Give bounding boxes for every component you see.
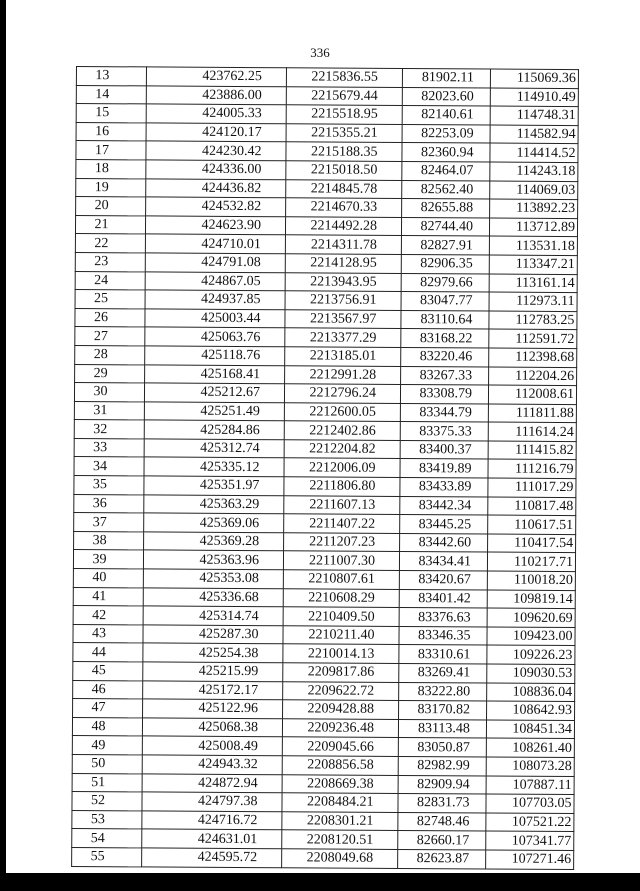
value-cell-1: 424631.01 bbox=[142, 829, 282, 848]
value-cell-1: 424716.72 bbox=[142, 811, 282, 830]
value-cell-3: 82906.35 bbox=[401, 254, 489, 273]
value-cell-4: 110617.51 bbox=[488, 515, 576, 534]
value-cell-1: 425251.49 bbox=[144, 402, 284, 421]
value-cell-3: 83445.25 bbox=[400, 515, 488, 534]
value-cell-2: 2213756.91 bbox=[285, 291, 401, 310]
value-cell-2: 2213377.29 bbox=[285, 328, 401, 347]
scan-bottom-border bbox=[0, 873, 640, 891]
value-cell-1: 425008.49 bbox=[142, 736, 282, 755]
value-cell-4: 112973.11 bbox=[489, 292, 577, 311]
value-cell-3: 82909.94 bbox=[398, 775, 486, 794]
value-cell-2: 2208049.68 bbox=[282, 849, 398, 868]
value-cell-3: 83110.64 bbox=[401, 310, 489, 329]
value-cell-1: 425122.96 bbox=[143, 699, 283, 718]
value-cell-3: 82827.91 bbox=[401, 236, 489, 255]
value-cell-4: 107887.11 bbox=[486, 776, 574, 795]
value-cell-4: 108836.04 bbox=[487, 683, 575, 702]
row-number-cell: 30 bbox=[74, 383, 144, 402]
value-cell-1: 424532.82 bbox=[146, 197, 286, 216]
value-cell-3: 83346.35 bbox=[399, 626, 487, 645]
value-cell-3: 82982.99 bbox=[398, 756, 486, 775]
value-cell-3: 83442.34 bbox=[400, 496, 488, 515]
value-cell-1: 423762.25 bbox=[146, 67, 286, 86]
row-number-cell: 34 bbox=[74, 457, 144, 476]
row-number-cell: 25 bbox=[75, 290, 145, 309]
row-number-cell: 53 bbox=[72, 810, 142, 829]
value-cell-2: 2210608.29 bbox=[283, 588, 399, 607]
value-cell-3: 83220.46 bbox=[401, 347, 489, 366]
value-cell-4: 114582.94 bbox=[490, 125, 578, 144]
value-cell-4: 112204.26 bbox=[489, 367, 577, 386]
value-cell-2: 2215679.44 bbox=[286, 86, 402, 105]
value-cell-3: 83376.63 bbox=[399, 608, 487, 627]
value-cell-3: 82023.60 bbox=[402, 87, 490, 106]
value-cell-4: 114910.49 bbox=[490, 88, 578, 107]
value-cell-4: 109423.00 bbox=[487, 627, 575, 646]
row-number-cell: 33 bbox=[74, 438, 144, 457]
value-cell-4: 111614.24 bbox=[488, 422, 576, 441]
value-cell-4: 109226.23 bbox=[487, 645, 575, 664]
row-number-cell: 21 bbox=[75, 215, 145, 234]
row-number-cell: 55 bbox=[72, 847, 142, 866]
page-number: 336 bbox=[310, 45, 330, 60]
value-cell-3: 82979.66 bbox=[401, 273, 489, 292]
row-number-cell: 40 bbox=[73, 569, 143, 588]
value-cell-3: 83222.80 bbox=[399, 682, 487, 701]
row-number-cell: 54 bbox=[72, 829, 142, 848]
value-cell-3: 83267.33 bbox=[401, 366, 489, 385]
value-cell-1: 425335.12 bbox=[144, 457, 284, 476]
row-number-cell: 47 bbox=[73, 699, 143, 718]
row-number-cell: 32 bbox=[74, 420, 144, 439]
value-cell-2: 2209817.86 bbox=[283, 663, 399, 682]
value-cell-1: 424872.94 bbox=[142, 773, 282, 792]
value-cell-1: 425063.76 bbox=[145, 327, 285, 346]
value-cell-1: 424867.05 bbox=[145, 271, 285, 290]
row-number-cell: 13 bbox=[76, 67, 146, 86]
value-cell-4: 115069.36 bbox=[490, 69, 578, 88]
value-cell-1: 424943.32 bbox=[142, 755, 282, 774]
row-number-cell: 50 bbox=[72, 754, 142, 773]
row-number-cell: 35 bbox=[74, 476, 144, 495]
value-cell-2: 2208669.38 bbox=[282, 774, 398, 793]
value-cell-2: 2209045.66 bbox=[282, 737, 398, 756]
value-cell-1: 425068.38 bbox=[142, 718, 282, 737]
value-cell-3: 83168.22 bbox=[401, 329, 489, 348]
value-cell-4: 111415.82 bbox=[488, 441, 576, 460]
value-cell-3: 83308.79 bbox=[400, 385, 488, 404]
value-cell-3: 83442.60 bbox=[400, 533, 488, 552]
value-cell-3: 82831.73 bbox=[398, 794, 486, 813]
value-cell-4: 108261.40 bbox=[486, 738, 574, 757]
value-cell-1: 425168.41 bbox=[145, 364, 285, 383]
row-number-cell: 14 bbox=[76, 85, 146, 104]
value-cell-1: 424336.00 bbox=[146, 160, 286, 179]
value-cell-2: 2208120.51 bbox=[282, 830, 398, 849]
value-cell-2: 2210807.61 bbox=[283, 570, 399, 589]
value-cell-1: 423886.00 bbox=[146, 86, 286, 105]
value-cell-1: 425172.17 bbox=[143, 681, 283, 700]
value-cell-4: 112398.68 bbox=[489, 348, 577, 367]
value-cell-4: 108451.34 bbox=[486, 720, 574, 739]
value-cell-1: 424595.72 bbox=[142, 848, 282, 867]
value-cell-3: 82748.46 bbox=[398, 812, 486, 831]
value-cell-4: 110018.20 bbox=[487, 571, 575, 590]
value-cell-4: 114069.03 bbox=[490, 181, 578, 200]
value-cell-3: 83375.33 bbox=[400, 422, 488, 441]
value-cell-3: 83419.89 bbox=[400, 459, 488, 478]
value-cell-4: 108073.28 bbox=[486, 757, 574, 776]
scan-left-border bbox=[0, 0, 6, 891]
value-cell-1: 425369.28 bbox=[144, 532, 284, 551]
value-cell-1: 425284.86 bbox=[144, 420, 284, 439]
value-cell-3: 82464.07 bbox=[402, 161, 490, 180]
value-cell-2: 2212204.82 bbox=[284, 440, 400, 459]
value-cell-2: 2215355.21 bbox=[286, 124, 402, 143]
row-number-cell: 22 bbox=[75, 234, 145, 253]
coordinates-table bbox=[71, 66, 579, 870]
value-cell-3: 82660.17 bbox=[398, 831, 486, 850]
value-cell-2: 2210409.50 bbox=[283, 607, 399, 626]
value-cell-4: 109620.69 bbox=[487, 608, 575, 627]
value-cell-2: 2211407.22 bbox=[284, 514, 400, 533]
value-cell-4: 114243.18 bbox=[490, 162, 578, 181]
value-cell-4: 112591.72 bbox=[489, 329, 577, 348]
value-cell-2: 2210014.13 bbox=[283, 644, 399, 663]
row-number-cell: 46 bbox=[73, 680, 143, 699]
value-cell-4: 110217.71 bbox=[487, 552, 575, 571]
value-cell-2: 2211007.30 bbox=[283, 551, 399, 570]
value-cell-4: 113712.89 bbox=[489, 218, 577, 237]
row-number-cell: 42 bbox=[73, 606, 143, 625]
value-cell-2: 2214311.78 bbox=[285, 235, 401, 254]
row-number-cell: 44 bbox=[73, 643, 143, 662]
value-cell-3: 83434.41 bbox=[399, 552, 487, 571]
row-number-cell: 41 bbox=[73, 587, 143, 606]
value-cell-4: 111017.29 bbox=[488, 478, 576, 497]
table-row bbox=[72, 847, 574, 869]
value-cell-1: 425351.97 bbox=[144, 476, 284, 495]
row-number-cell: 18 bbox=[76, 159, 146, 178]
row-number-cell: 37 bbox=[74, 513, 144, 532]
value-cell-2: 2212600.05 bbox=[284, 402, 400, 421]
value-cell-3: 83344.79 bbox=[400, 403, 488, 422]
value-cell-2: 2212991.28 bbox=[285, 365, 401, 384]
value-cell-2: 2211806.80 bbox=[284, 477, 400, 496]
row-number-cell: 20 bbox=[76, 197, 146, 216]
row-number-cell: 16 bbox=[76, 122, 146, 141]
value-cell-4: 107341.77 bbox=[486, 831, 574, 850]
value-cell-2: 2210211.40 bbox=[283, 626, 399, 645]
value-cell-4: 107271.46 bbox=[486, 850, 574, 869]
value-cell-3: 83401.42 bbox=[399, 589, 487, 608]
row-number-cell: 31 bbox=[74, 401, 144, 420]
value-cell-2: 2213567.97 bbox=[285, 310, 401, 329]
value-cell-3: 83420.67 bbox=[399, 571, 487, 590]
value-cell-1: 425312.74 bbox=[144, 439, 284, 458]
value-cell-3: 83113.48 bbox=[398, 719, 486, 738]
value-cell-1: 425336.68 bbox=[143, 588, 283, 607]
row-number-cell: 45 bbox=[73, 661, 143, 680]
value-cell-2: 2215188.35 bbox=[286, 142, 402, 161]
row-number-cell: 52 bbox=[72, 792, 142, 811]
value-cell-3: 83310.61 bbox=[399, 645, 487, 664]
value-cell-2: 2211207.23 bbox=[284, 533, 400, 552]
value-cell-3: 82623.87 bbox=[398, 849, 486, 868]
value-cell-4: 109030.53 bbox=[487, 664, 575, 683]
value-cell-2: 2212796.24 bbox=[284, 384, 400, 403]
value-cell-1: 425363.29 bbox=[144, 495, 284, 514]
value-cell-1: 425287.30 bbox=[143, 625, 283, 644]
value-cell-2: 2213185.01 bbox=[285, 347, 401, 366]
value-cell-1: 424710.01 bbox=[145, 234, 285, 253]
value-cell-3: 82140.61 bbox=[402, 106, 490, 125]
value-cell-2: 2214492.28 bbox=[285, 217, 401, 236]
row-number-cell: 24 bbox=[75, 271, 145, 290]
value-cell-1: 425118.76 bbox=[145, 346, 285, 365]
value-cell-3: 82744.40 bbox=[401, 217, 489, 236]
value-cell-4: 114748.31 bbox=[490, 106, 578, 125]
row-number-cell: 17 bbox=[76, 141, 146, 160]
value-cell-1: 424230.42 bbox=[146, 141, 286, 160]
value-cell-1: 425353.08 bbox=[143, 569, 283, 588]
value-cell-1: 424937.85 bbox=[145, 290, 285, 309]
value-cell-2: 2208856.58 bbox=[282, 756, 398, 775]
value-cell-4: 107703.05 bbox=[486, 794, 574, 813]
value-cell-1: 425215.99 bbox=[143, 662, 283, 681]
value-cell-4: 110417.54 bbox=[488, 534, 576, 553]
value-cell-3: 82360.94 bbox=[402, 143, 490, 162]
value-cell-2: 2208301.21 bbox=[282, 812, 398, 831]
value-cell-1: 424120.17 bbox=[146, 123, 286, 142]
value-cell-2: 2212402.86 bbox=[284, 421, 400, 440]
value-cell-4: 110817.48 bbox=[488, 497, 576, 516]
row-number-cell: 49 bbox=[72, 736, 142, 755]
value-cell-4: 112783.25 bbox=[489, 311, 577, 330]
value-cell-4: 108642.93 bbox=[487, 701, 575, 720]
value-cell-3: 81902.11 bbox=[402, 68, 490, 87]
value-cell-1: 424791.08 bbox=[145, 253, 285, 272]
value-cell-4: 111811.88 bbox=[488, 404, 576, 423]
value-cell-1: 424005.33 bbox=[146, 104, 286, 123]
row-number-cell: 19 bbox=[76, 178, 146, 197]
value-cell-1: 425254.38 bbox=[143, 643, 283, 662]
value-cell-1: 425363.96 bbox=[143, 550, 283, 569]
value-cell-2: 2213943.95 bbox=[285, 272, 401, 291]
row-number-cell: 27 bbox=[75, 327, 145, 346]
row-number-cell: 48 bbox=[72, 717, 142, 736]
value-cell-3: 82253.09 bbox=[402, 124, 490, 143]
value-cell-1: 425212.67 bbox=[144, 383, 284, 402]
value-cell-1: 425314.74 bbox=[143, 606, 283, 625]
value-cell-4: 107521.22 bbox=[486, 813, 574, 832]
value-cell-4: 113347.21 bbox=[489, 255, 577, 274]
value-cell-4: 114414.52 bbox=[490, 143, 578, 162]
row-number-cell: 28 bbox=[75, 345, 145, 364]
value-cell-3: 83170.82 bbox=[399, 701, 487, 720]
value-cell-2: 2209236.48 bbox=[282, 719, 398, 738]
row-number-cell: 23 bbox=[75, 252, 145, 271]
value-cell-4: 113531.18 bbox=[489, 236, 577, 255]
value-cell-4: 113161.14 bbox=[489, 274, 577, 293]
row-number-cell: 43 bbox=[73, 624, 143, 643]
value-cell-3: 82655.88 bbox=[402, 199, 490, 218]
value-cell-1: 424797.38 bbox=[142, 792, 282, 811]
value-cell-4: 109819.14 bbox=[487, 590, 575, 609]
value-cell-1: 425003.44 bbox=[145, 309, 285, 328]
row-number-cell: 39 bbox=[73, 550, 143, 569]
table-body bbox=[72, 67, 579, 870]
value-cell-2: 2215518.95 bbox=[286, 105, 402, 124]
value-cell-3: 83433.89 bbox=[400, 478, 488, 497]
row-number-cell: 26 bbox=[75, 308, 145, 327]
value-cell-2: 2209622.72 bbox=[283, 681, 399, 700]
value-cell-3: 83400.37 bbox=[400, 440, 488, 459]
value-cell-3: 83047.77 bbox=[401, 292, 489, 311]
value-cell-3: 83269.41 bbox=[399, 663, 487, 682]
value-cell-2: 2212006.09 bbox=[284, 458, 400, 477]
value-cell-3: 82562.40 bbox=[402, 180, 490, 199]
row-number-cell: 51 bbox=[72, 773, 142, 792]
value-cell-2: 2214128.95 bbox=[285, 254, 401, 273]
row-number-cell: 29 bbox=[75, 364, 145, 383]
value-cell-4: 112008.61 bbox=[488, 385, 576, 404]
value-cell-2: 2211607.13 bbox=[284, 495, 400, 514]
value-cell-3: 83050.87 bbox=[398, 738, 486, 757]
value-cell-2: 2215836.55 bbox=[286, 68, 402, 87]
row-number-cell: 38 bbox=[74, 531, 144, 550]
value-cell-4: 111216.79 bbox=[488, 459, 576, 478]
value-cell-4: 113892.23 bbox=[490, 199, 578, 218]
value-cell-2: 2215018.50 bbox=[286, 161, 402, 180]
value-cell-1: 424436.82 bbox=[146, 178, 286, 197]
value-cell-2: 2214845.78 bbox=[286, 179, 402, 198]
value-cell-1: 424623.90 bbox=[145, 216, 285, 235]
value-cell-1: 425369.06 bbox=[144, 513, 284, 532]
value-cell-2: 2208484.21 bbox=[282, 793, 398, 812]
row-number-cell: 36 bbox=[74, 494, 144, 513]
row-number-cell: 15 bbox=[76, 104, 146, 123]
value-cell-2: 2209428.88 bbox=[283, 700, 399, 719]
value-cell-2: 2214670.33 bbox=[286, 198, 402, 217]
